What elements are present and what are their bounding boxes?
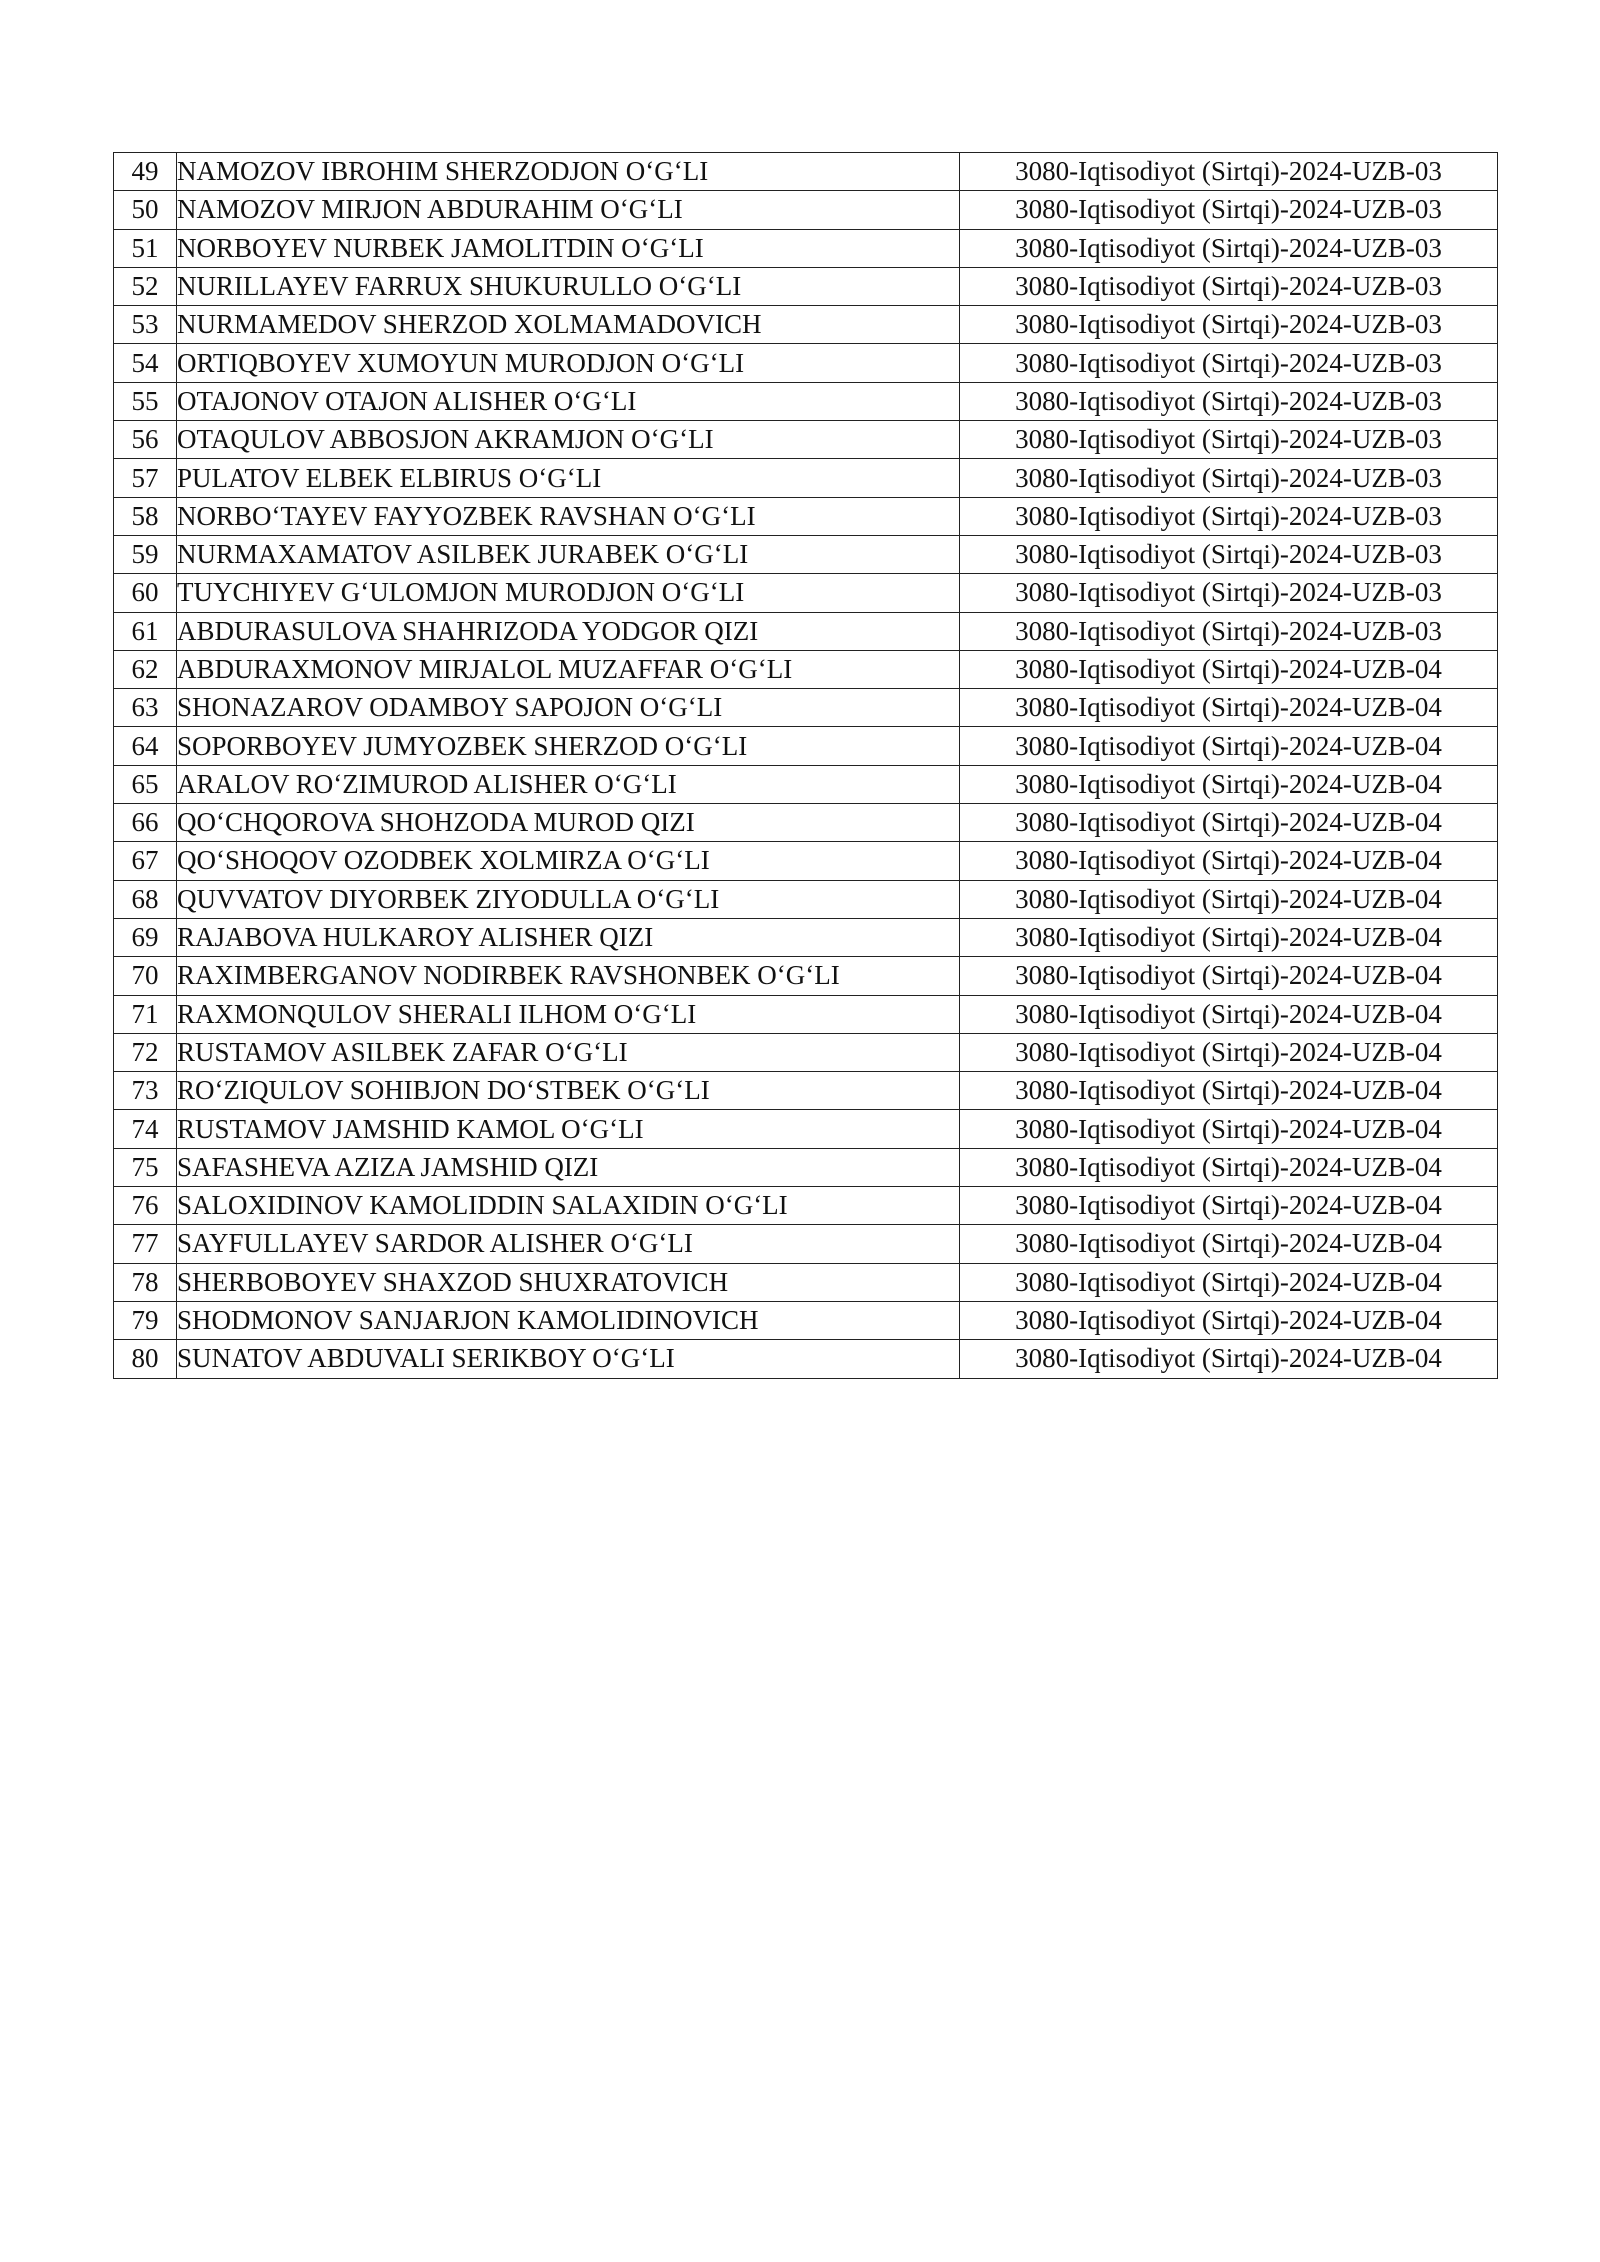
student-name-cell: ABDURASULOVA SHAHRIZODA YODGOR QIZI [177, 612, 960, 650]
student-name-cell: OTAQULOV ABBOSJON AKRAMJON O‘G‘LI [177, 421, 960, 459]
row-number-cell: 77 [114, 1225, 177, 1263]
student-name-cell: SALOXIDINOV KAMOLIDDIN SALAXIDIN O‘G‘LI [177, 1187, 960, 1225]
table-row [114, 459, 1498, 497]
row-number-cell: 63 [114, 689, 177, 727]
row-number-cell: 72 [114, 1033, 177, 1071]
table-row [114, 191, 1498, 229]
student-name-cell: SHODMONOV SANJARJON KAMOLIDINOVICH [177, 1301, 960, 1339]
row-number-cell: 76 [114, 1187, 177, 1225]
row-number-cell: 54 [114, 344, 177, 382]
table-row [114, 535, 1498, 573]
student-name-cell: NURMAXAMATOV ASILBEK JURABEK O‘G‘LI [177, 535, 960, 573]
roster-body [114, 153, 1498, 1379]
group-code-cell: 3080-Iqtisodiyot (Sirtqi)-2024-UZB-04 [960, 804, 1498, 842]
row-number-cell: 67 [114, 842, 177, 880]
group-code-cell: 3080-Iqtisodiyot (Sirtqi)-2024-UZB-04 [960, 957, 1498, 995]
student-name-cell: RO‘ZIQULOV SOHIBJON DO‘STBEK O‘G‘LI [177, 1072, 960, 1110]
group-code-cell: 3080-Iqtisodiyot (Sirtqi)-2024-UZB-04 [960, 1110, 1498, 1148]
student-name-cell: RAJABOVA HULKAROY ALISHER QIZI [177, 918, 960, 956]
group-code-cell: 3080-Iqtisodiyot (Sirtqi)-2024-UZB-03 [960, 535, 1498, 573]
table-row [114, 574, 1498, 612]
student-name-cell: QUVVATOV DIYORBEK ZIYODULLA O‘G‘LI [177, 880, 960, 918]
student-name-cell: SOPORBOYEV JUMYOZBEK SHERZOD O‘G‘LI [177, 727, 960, 765]
row-number-cell: 79 [114, 1301, 177, 1339]
student-name-cell: TUYCHIYEV G‘ULOMJON MURODJON O‘G‘LI [177, 574, 960, 612]
table-row [114, 1263, 1498, 1301]
group-code-cell: 3080-Iqtisodiyot (Sirtqi)-2024-UZB-04 [960, 880, 1498, 918]
student-name-cell: RAXIMBERGANOV NODIRBEK RAVSHONBEK O‘G‘LI [177, 957, 960, 995]
group-code-cell: 3080-Iqtisodiyot (Sirtqi)-2024-UZB-03 [960, 574, 1498, 612]
row-number-cell: 69 [114, 918, 177, 956]
student-name-cell: SAYFULLAYEV SARDOR ALISHER O‘G‘LI [177, 1225, 960, 1263]
row-number-cell: 51 [114, 229, 177, 267]
group-code-cell: 3080-Iqtisodiyot (Sirtqi)-2024-UZB-04 [960, 995, 1498, 1033]
row-number-cell: 49 [114, 153, 177, 191]
row-number-cell: 61 [114, 612, 177, 650]
row-number-cell: 78 [114, 1263, 177, 1301]
table-row [114, 306, 1498, 344]
table-row [114, 1033, 1498, 1071]
table-row [114, 612, 1498, 650]
row-number-cell: 53 [114, 306, 177, 344]
student-name-cell: ORTIQBOYEV XUMOYUN MURODJON O‘G‘LI [177, 344, 960, 382]
group-code-cell: 3080-Iqtisodiyot (Sirtqi)-2024-UZB-04 [960, 1072, 1498, 1110]
student-name-cell: RUSTAMOV ASILBEK ZAFAR O‘G‘LI [177, 1033, 960, 1071]
student-name-cell: NORBO‘TAYEV FAYYOZBEK RAVSHAN O‘G‘LI [177, 497, 960, 535]
group-code-cell: 3080-Iqtisodiyot (Sirtqi)-2024-UZB-04 [960, 689, 1498, 727]
student-name-cell: SHERBOBOYEV SHAXZOD SHUXRATOVICH [177, 1263, 960, 1301]
table-row [114, 344, 1498, 382]
student-name-cell: SUNATOV ABDUVALI SERIKBOY O‘G‘LI [177, 1340, 960, 1378]
row-number-cell: 57 [114, 459, 177, 497]
row-number-cell: 59 [114, 535, 177, 573]
student-name-cell: RAXMONQULOV SHERALI ILHOM O‘G‘LI [177, 995, 960, 1033]
table-row [114, 1148, 1498, 1186]
table-row [114, 1110, 1498, 1148]
row-number-cell: 50 [114, 191, 177, 229]
row-number-cell: 75 [114, 1148, 177, 1186]
group-code-cell: 3080-Iqtisodiyot (Sirtqi)-2024-UZB-03 [960, 191, 1498, 229]
row-number-cell: 62 [114, 650, 177, 688]
student-name-cell: NAMOZOV IBROHIM SHERZODJON O‘G‘LI [177, 153, 960, 191]
table-row [114, 918, 1498, 956]
row-number-cell: 55 [114, 382, 177, 420]
student-name-cell: ABDURAXMONOV MIRJALOL MUZAFFAR O‘G‘LI [177, 650, 960, 688]
group-code-cell: 3080-Iqtisodiyot (Sirtqi)-2024-UZB-04 [960, 918, 1498, 956]
table-row [114, 995, 1498, 1033]
table-row [114, 1301, 1498, 1339]
table-row [114, 650, 1498, 688]
row-number-cell: 80 [114, 1340, 177, 1378]
table-row [114, 421, 1498, 459]
table-row [114, 1072, 1498, 1110]
group-code-cell: 3080-Iqtisodiyot (Sirtqi)-2024-UZB-03 [960, 306, 1498, 344]
table-row [114, 382, 1498, 420]
student-name-cell: NURILLAYEV FARRUX SHUKURULLO O‘G‘LI [177, 267, 960, 305]
table-row [114, 229, 1498, 267]
row-number-cell: 56 [114, 421, 177, 459]
table-row [114, 1225, 1498, 1263]
table-row [114, 267, 1498, 305]
table-row [114, 689, 1498, 727]
student-name-cell: NURMAMEDOV SHERZOD XOLMAMADOVICH [177, 306, 960, 344]
group-code-cell: 3080-Iqtisodiyot (Sirtqi)-2024-UZB-04 [960, 842, 1498, 880]
row-number-cell: 71 [114, 995, 177, 1033]
group-code-cell: 3080-Iqtisodiyot (Sirtqi)-2024-UZB-03 [960, 267, 1498, 305]
row-number-cell: 64 [114, 727, 177, 765]
group-code-cell: 3080-Iqtisodiyot (Sirtqi)-2024-UZB-04 [960, 1340, 1498, 1378]
group-code-cell: 3080-Iqtisodiyot (Sirtqi)-2024-UZB-03 [960, 153, 1498, 191]
group-code-cell: 3080-Iqtisodiyot (Sirtqi)-2024-UZB-04 [960, 727, 1498, 765]
student-name-cell: SHONAZAROV ODAMBOY SAPOJON O‘G‘LI [177, 689, 960, 727]
table-row [114, 880, 1498, 918]
student-name-cell: RUSTAMOV JAMSHID KAMOL O‘G‘LI [177, 1110, 960, 1148]
table-row [114, 957, 1498, 995]
group-code-cell: 3080-Iqtisodiyot (Sirtqi)-2024-UZB-04 [960, 1148, 1498, 1186]
group-code-cell: 3080-Iqtisodiyot (Sirtqi)-2024-UZB-03 [960, 421, 1498, 459]
student-name-cell: QO‘SHOQOV OZODBEK XOLMIRZA O‘G‘LI [177, 842, 960, 880]
group-code-cell: 3080-Iqtisodiyot (Sirtqi)-2024-UZB-03 [960, 497, 1498, 535]
group-code-cell: 3080-Iqtisodiyot (Sirtqi)-2024-UZB-04 [960, 1301, 1498, 1339]
table-row [114, 842, 1498, 880]
table-row [114, 765, 1498, 803]
student-name-cell: ARALOV RO‘ZIMUROD ALISHER O‘G‘LI [177, 765, 960, 803]
table-row [114, 497, 1498, 535]
row-number-cell: 68 [114, 880, 177, 918]
group-code-cell: 3080-Iqtisodiyot (Sirtqi)-2024-UZB-03 [960, 459, 1498, 497]
row-number-cell: 60 [114, 574, 177, 612]
student-name-cell: OTAJONOV OTAJON ALISHER O‘G‘LI [177, 382, 960, 420]
student-name-cell: PULATOV ELBEK ELBIRUS O‘G‘LI [177, 459, 960, 497]
group-code-cell: 3080-Iqtisodiyot (Sirtqi)-2024-UZB-03 [960, 229, 1498, 267]
group-code-cell: 3080-Iqtisodiyot (Sirtqi)-2024-UZB-04 [960, 1263, 1498, 1301]
table-row [114, 804, 1498, 842]
table-row [114, 1340, 1498, 1378]
group-code-cell: 3080-Iqtisodiyot (Sirtqi)-2024-UZB-03 [960, 382, 1498, 420]
student-name-cell: SAFASHEVA AZIZA JAMSHID QIZI [177, 1148, 960, 1186]
table-row [114, 1187, 1498, 1225]
student-name-cell: NORBOYEV NURBEK JAMOLITDIN O‘G‘LI [177, 229, 960, 267]
group-code-cell: 3080-Iqtisodiyot (Sirtqi)-2024-UZB-04 [960, 1033, 1498, 1071]
student-name-cell: QO‘CHQOROVA SHOHZODA MUROD QIZI [177, 804, 960, 842]
group-code-cell: 3080-Iqtisodiyot (Sirtqi)-2024-UZB-03 [960, 344, 1498, 382]
group-code-cell: 3080-Iqtisodiyot (Sirtqi)-2024-UZB-03 [960, 612, 1498, 650]
row-number-cell: 66 [114, 804, 177, 842]
group-code-cell: 3080-Iqtisodiyot (Sirtqi)-2024-UZB-04 [960, 1187, 1498, 1225]
row-number-cell: 65 [114, 765, 177, 803]
row-number-cell: 52 [114, 267, 177, 305]
group-code-cell: 3080-Iqtisodiyot (Sirtqi)-2024-UZB-04 [960, 650, 1498, 688]
group-code-cell: 3080-Iqtisodiyot (Sirtqi)-2024-UZB-04 [960, 765, 1498, 803]
student-name-cell: NAMOZOV MIRJON ABDURAHIM O‘G‘LI [177, 191, 960, 229]
student-roster-table [113, 152, 1498, 1379]
row-number-cell: 58 [114, 497, 177, 535]
group-code-cell: 3080-Iqtisodiyot (Sirtqi)-2024-UZB-04 [960, 1225, 1498, 1263]
row-number-cell: 70 [114, 957, 177, 995]
table-row [114, 727, 1498, 765]
row-number-cell: 73 [114, 1072, 177, 1110]
row-number-cell: 74 [114, 1110, 177, 1148]
table-row [114, 153, 1498, 191]
